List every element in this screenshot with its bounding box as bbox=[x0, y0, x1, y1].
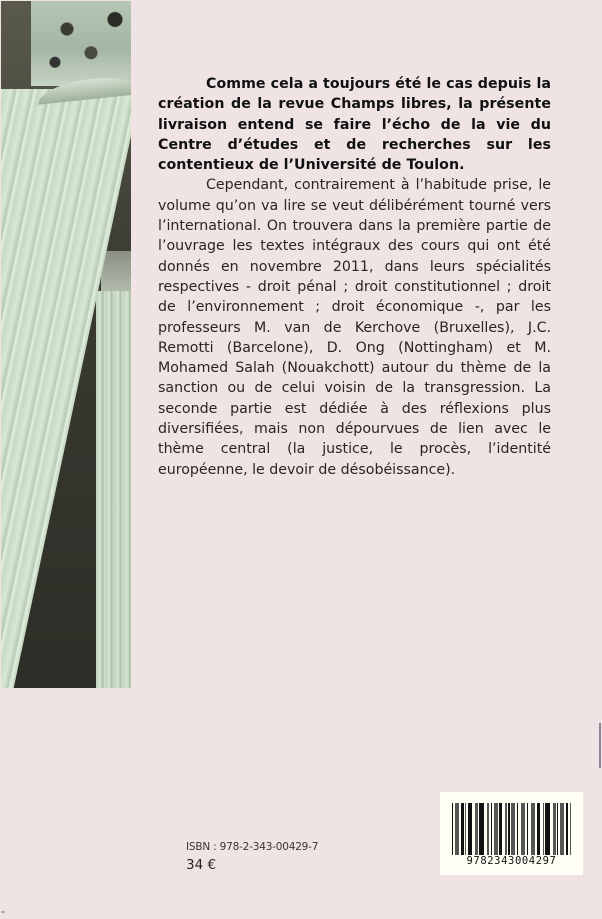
body-paragraph: Cependant, contrairement à l’habitude prise, le volume qu’on va lire se veut délibérément tourné vers l’international. On trouvera dans la première partie de l’ouvrage les textes intégraux des cours qui ont été donnés en novembre 2011, dans leurs spécialités respectives - droit pénal ; droit constitutionnel ; droit de l’environnement ; droit économique -, par les professeurs M. van de Kerchove (Bruxelles), J.C. Remotti (Barcelone), D. Ong (Nottingham) et M. Mohamed Salah (Nouakchott) autour du thème de la sanction ou de celui voisin de la transgression. La seconde partie est dédiée à des réflexions plus diversifiées, mais non dépourvues de lien avec le thème central (la justice, le procès, l’identité européenne, le devoir de désobéissance). bbox=[158, 177, 551, 478]
edge-mark bbox=[599, 723, 601, 768]
corner-mark bbox=[1, 911, 5, 913]
blurb-text-block bbox=[158, 74, 551, 480]
column-photo bbox=[1, 1, 131, 688]
secondary-column-capital bbox=[101, 251, 131, 296]
barcode-digits: 9782343004297 bbox=[466, 855, 557, 867]
price-label: 34 € bbox=[186, 857, 217, 873]
barcode bbox=[440, 792, 583, 875]
barcode-icon bbox=[452, 803, 573, 855]
isbn-label: ISBN : 978-2-343-00429-7 bbox=[186, 841, 319, 853]
barcode-bar bbox=[571, 803, 572, 855]
secondary-column-shaft bbox=[96, 291, 131, 688]
intro-paragraph: Comme cela a toujours été le cas depuis la création de la revue Champs libres, la présente livraison entend se faire l’écho de la vie du Centre d’études et de recherches sur les contentieux de l’Université de Toulon. bbox=[158, 76, 551, 174]
column-capital bbox=[31, 1, 131, 86]
